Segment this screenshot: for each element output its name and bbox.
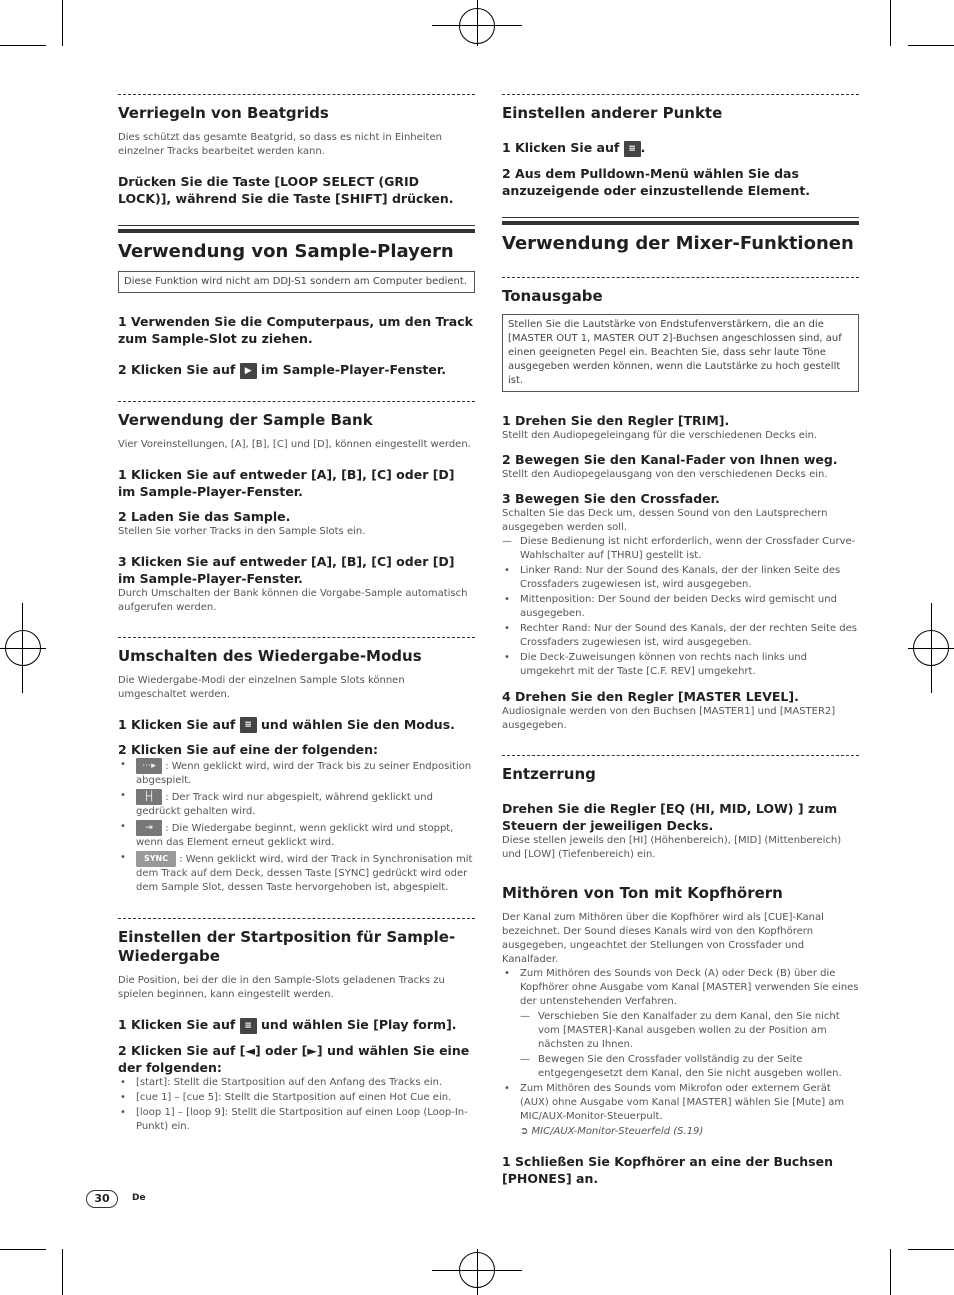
list-item: — Bewegen Sie den Crossfader vollständig zu der Seite entgegengesetzt dem Kanal, den Sie nicht ausgeben wollen.	[520, 1053, 859, 1081]
startpos-body: Die Position, bei der die in den Sample-Slots geladenen Tracks zu spielen beginnen, kann eingestellt werden.	[118, 975, 445, 1000]
phones-list	[502, 967, 859, 1124]
startpos-step2: 2 Klicken Sie auf [◄] oder [►] und wählen Sie eine der folgenden:	[118, 1042, 470, 1075]
list-item-text: : Der Track wird nur abgespielt, während geklickt und gedrückt gehalten wird.	[136, 792, 433, 817]
ton-step2-body: Stellt den Audiopegelausgang von den verschiedenen Decks ein.	[502, 468, 828, 480]
list-item: • Zum Mithören des Sounds von Deck (A) oder Deck (B) über die Kopfhörer ohne Ausgabe vom Kanal [MASTER] verwenden Sie eines der untenstehenden Verfahren.	[502, 967, 859, 1009]
list-item	[118, 820, 475, 850]
crop-mark	[477, 1249, 478, 1295]
crop-mark	[0, 1249, 46, 1250]
crop-mark	[0, 45, 46, 46]
samplebank-step1: 1 Klicken Sie auf entweder [A], [B], [C] oder [D] im Sample-Player-Fenster.	[118, 466, 455, 499]
divider	[502, 755, 859, 756]
samplebank-step2: 2 Laden Sie das Sample.	[118, 508, 291, 524]
sampleplayer-section-title: Verwendung von Sample-Playern	[118, 229, 475, 263]
crop-mark	[62, 0, 63, 46]
phones-ref: ➲ MIC/AUX-Monitor-Steuerfeld (S.19)	[520, 1125, 704, 1137]
crop-mark	[890, 0, 891, 46]
crop-mark	[908, 1249, 954, 1250]
beatgrid-heading: Verriegeln von Beatgrids	[118, 104, 329, 122]
language-code: De	[132, 1193, 146, 1203]
divider	[502, 94, 859, 95]
playmode-step2: 2 Klicken Sie auf eine der folgenden:	[118, 742, 379, 757]
list-item: • [loop 1] – [loop 9]: Stellt die Startposition auf einen Loop (Loop-In-Punkt) ein.	[118, 1106, 475, 1134]
ton-step4-body: Audiosignale werden von den Buchsen [MASTER1] und [MASTER2] ausgegeben.	[502, 705, 836, 731]
hold-icon: ├┤	[136, 789, 162, 805]
menu-icon: ≡	[240, 717, 257, 733]
sampleplayer-step1: 1 Verwenden Sie die Computerpaus, um den Track zum Sample-Slot zu ziehen.	[118, 314, 473, 346]
other-heading: Einstellen anderer Punkte	[502, 104, 723, 122]
crop-mark	[908, 648, 954, 649]
mixer-section-title: Verwendung der Mixer-Funktionen	[502, 221, 859, 255]
sync-icon: SYNC	[136, 851, 176, 867]
divider	[118, 918, 475, 919]
phones-heading: Mithören von Ton mit Kopfhörern	[502, 883, 783, 902]
ton-step3-body: Schalten Sie das Deck um, dessen Sound von den Lautsprechern ausgegeben werden soll.	[502, 507, 828, 533]
ton-step4: 4 Drehen Sie den Regler [MASTER LEVEL].	[502, 688, 799, 704]
page-number: 30	[86, 1190, 118, 1208]
list-item	[118, 851, 475, 895]
ton-step1-body: Stellt den Audiopegeleingang für die verschiedenen Decks ein.	[502, 429, 818, 441]
list-item: — Verschieben Sie den Kanalfader zu dem Kanal, den Sie nicht vom [MASTER]-Kanal ausgeben wollen zu der Position am nächsten zu Ihnen.	[520, 1010, 859, 1052]
samplebank-step3-body: Durch Umschalten der Bank können die Vorgabe-Sample automatisch aufgerufen werden.	[118, 587, 468, 613]
samplebank-heading: Verwendung der Sample Bank	[118, 410, 373, 429]
list-item: • Mittenposition: Der Sound der beiden Decks wird gemischt und ausgegeben.	[502, 593, 859, 621]
samplebank-step2-body: Stellen Sie vorher Tracks in den Sample Slots ein.	[118, 525, 366, 537]
step-text: 1 Klicken Sie auf	[502, 140, 620, 155]
other-step2: 2 Aus dem Pulldown-Menü wählen Sie das anzuzeigende oder einzustellende Element.	[502, 165, 811, 198]
playmode-body: Die Wiedergabe-Modi der einzelnen Sample Slots können umgeschaltet werden.	[118, 674, 405, 700]
oneshot-icon: ⋯▸	[136, 758, 162, 774]
menu-icon: ≡	[624, 141, 641, 157]
step-text: 1 Klicken Sie auf	[118, 716, 236, 732]
eq-heading: Entzerrung	[502, 764, 596, 783]
list-item	[118, 758, 475, 788]
crop-mark	[432, 25, 522, 26]
other-step1	[502, 139, 859, 157]
list-item	[118, 789, 475, 819]
phones-body: Der Kanal zum Mithören über die Kopfhörer wird als [CUE]-Kanal bezeichnet. Der Sound dieses Kanals wird von den Kopfhörern ausgegeben, ungeachtet der Stellungen von Crossfader und Kanalfader.	[502, 911, 824, 965]
step-text: und wählen Sie [Play form].	[261, 1017, 457, 1032]
step-text: 2 Klicken Sie auf	[118, 362, 236, 377]
menu-icon: ≡	[240, 1018, 257, 1034]
divider	[118, 637, 475, 638]
ton-step3: 3 Bewegen Sie den Crossfader.	[502, 490, 720, 506]
samplebank-step3: 3 Klicken Sie auf entweder [A], [B], [C] oder [D] im Sample-Player-Fenster.	[118, 553, 455, 586]
playmode-step1	[118, 716, 475, 734]
divider	[118, 401, 475, 402]
list-item: • Linker Rand: Nur der Sound des Kanals, der der linken Seite des Crossfaders zugewiesen ist, wird ausgegeben.	[502, 564, 859, 592]
right-column	[502, 94, 859, 1187]
crop-mark	[908, 45, 954, 46]
crop-mark	[890, 1249, 891, 1295]
toggle-icon: ⇥	[136, 820, 162, 836]
startpos-step1	[118, 1016, 475, 1034]
list-item: — Diese Bedienung ist nicht erforderlich, wenn der Crossfader Curve-Wahlschalter auf [THRU] gestellt ist.	[502, 535, 859, 563]
ton-list	[502, 535, 859, 679]
step-text: .	[640, 140, 646, 155]
playmode-list	[118, 758, 475, 895]
eq-step: Drehen Sie die Regler [EQ (HI, MID, LOW) ] zum Steuern der jeweiligen Decks.	[502, 800, 838, 833]
ton-step1: 1 Drehen Sie den Regler [TRIM].	[502, 412, 730, 428]
list-item-text: : Wenn geklickt wird, wird der Track bis zu seiner Endposition abgespielt.	[136, 761, 472, 786]
sampleplayer-note: Diese Funktion wird nicht am DDJ-S1 sondern am Computer bedient.	[118, 271, 475, 293]
beatgrid-body: Dies schützt das gesamte Beatgrid, so dass es nicht in Einheiten einzelner Tracks bearbeitet werden kann.	[118, 132, 442, 157]
ton-step2: 2 Bewegen Sie den Kanal-Fader von Ihnen weg.	[502, 451, 838, 467]
list-item: • Rechter Rand: Nur der Sound des Kanals, der der rechten Seite des Crossfaders zugewiesen ist, wird ausgegeben.	[502, 622, 859, 650]
beatgrid-step: Drücken Sie die Taste [LOOP SELECT (GRID LOCK)], während Sie die Taste [SHIFT] drücken.	[118, 174, 454, 206]
list-item: • [cue 1] – [cue 5]: Stellt die Startposition auf einen Hot Cue ein.	[118, 1091, 475, 1105]
sampleplayer-step2	[118, 361, 475, 379]
step-text: und wählen Sie den Modus.	[261, 716, 455, 732]
crop-mark	[62, 1249, 63, 1295]
divider	[502, 277, 859, 278]
playmode-heading: Umschalten des Wiedergabe-Modus	[118, 646, 422, 665]
samplebank-body: Vier Voreinstellungen, [A], [B], [C] und [D], können eingestellt werden.	[118, 438, 471, 450]
list-item-text: : Wenn geklickt wird, wird der Track in Synchronisation mit dem Track auf dem Deck, dessen Taste [SYNC] gedrückt wird oder dem Sample Slot, dessen Taste hervorgehoben ist, abgespielt.	[136, 854, 473, 893]
step-text: im Sample-Player-Fenster.	[261, 362, 446, 377]
play-icon: ▶	[240, 363, 257, 379]
list-item: • Die Deck-Zuweisungen können von rechts nach links und umgekehrt mit der Taste [C.F. REV] umgekehrt.	[502, 651, 859, 679]
list-item: • [start]: Stellt die Startposition auf den Anfang des Tracks ein.	[118, 1076, 475, 1090]
list-item-text: : Die Wiedergabe beginnt, wenn geklickt wird und stoppt, wenn das Element erneut geklickt wird.	[136, 823, 454, 848]
crop-mark	[0, 648, 46, 649]
crop-mark	[432, 1270, 522, 1271]
crop-mark	[477, 0, 478, 46]
eq-body: Diese stellen jeweils den [HI] (Höhenbereich), [MID] (Mittenbereich) und [LOW] (Tiefenbereich) ein.	[502, 834, 842, 860]
tonausgabe-note: Stellen Sie die Lautstärke von Endstufenverstärkern, die an die [MASTER OUT 1, MASTER OUT 2]-Buchsen angeschlossen sind, auf einen geeigneten Pegel ein. Beachten Sie, dass sehr laute Töne ausgegeben werden können, wenn die Lautstärke zu hoch gestellt ist.	[502, 314, 859, 392]
tonausgabe-heading: Tonausgabe	[502, 286, 603, 305]
left-column	[118, 94, 475, 1135]
step-text: 1 Klicken Sie auf	[118, 1017, 236, 1032]
divider	[118, 94, 475, 95]
list-item: • Zum Mithören des Sounds vom Mikrofon oder externem Gerät (AUX) ohne Ausgabe vom Kanal [MASTER] wählen Sie [Mute] am MIC/AUX-Monitor-Steuerpult.	[502, 1082, 859, 1124]
startpos-heading: Einstellen der Startposition für Sample-Wiedergabe	[118, 928, 456, 965]
startpos-list	[118, 1076, 475, 1134]
phones-step1: 1 Schließen Sie Kopfhörer an eine der Buchsen [PHONES] an.	[502, 1153, 833, 1186]
